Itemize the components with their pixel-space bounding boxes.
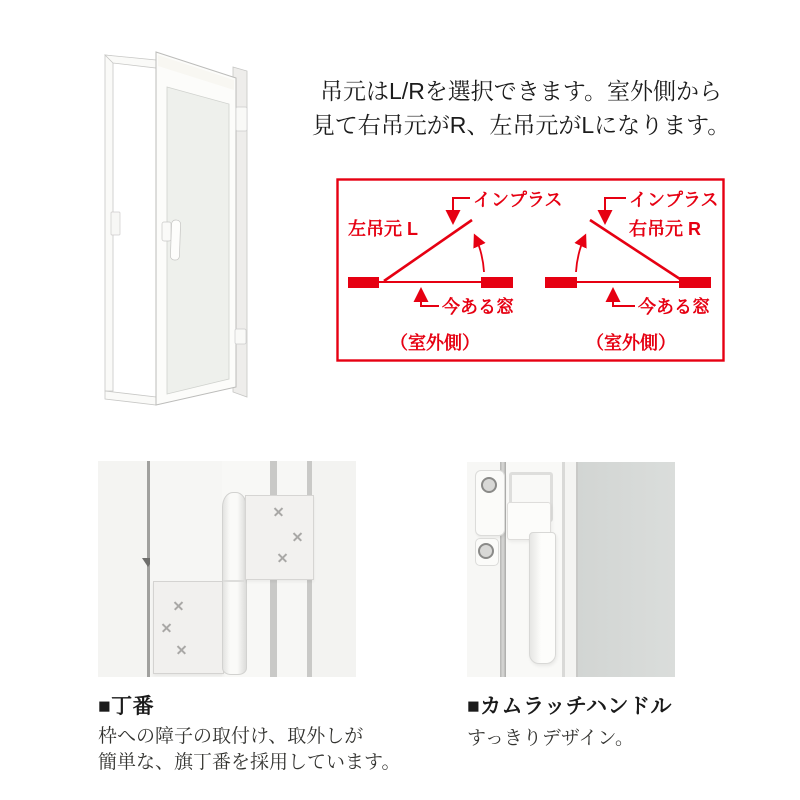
hinge-feature-title: ■丁番 (98, 695, 155, 718)
left-wall-bar-right (481, 277, 513, 288)
screw-icon (481, 477, 497, 493)
screw-icon (176, 644, 187, 655)
screw-icon (478, 543, 494, 559)
hinge-photo (98, 461, 356, 677)
frame-board-right (312, 461, 356, 677)
window-sash (156, 52, 236, 405)
intro-line-1: 吊元はL/Rを選択できます。室外側から (320, 78, 722, 104)
screw-icon (273, 506, 284, 517)
hinge-feature-line-2: 簡単な、旗丁番を採用しています。 (98, 752, 401, 773)
right-outside-label: （室外側） (586, 333, 676, 353)
right-hinge-label: 右吊元 R (629, 219, 701, 239)
left-product-label: インプラス (473, 190, 563, 210)
right-existing-label: 今ある窓 (638, 297, 710, 317)
handle-grip-lever (529, 532, 556, 664)
hinge-feature-description (98, 724, 400, 776)
right-product-label: インプラス (629, 190, 719, 210)
glazing-bead-face (565, 462, 576, 677)
right-wall-bar-right (679, 277, 711, 288)
intro-line-2: 見て右吊元がR、左吊元がLになります。 (311, 112, 731, 138)
handle-feature-description (467, 726, 634, 752)
left-wall-bar-left (348, 277, 379, 288)
right-wall-bar-left (545, 277, 577, 288)
left-existing-label: 今ある窓 (442, 297, 514, 317)
screw-icon (161, 622, 172, 633)
screw-icon (277, 552, 288, 563)
intro-text (285, 74, 757, 142)
screw-icon (173, 600, 184, 611)
open-window-illustration (85, 40, 255, 412)
sash-handle-base (162, 222, 171, 241)
jamb-keeper-upper (236, 107, 247, 131)
screw-icon (292, 531, 303, 542)
handle-feature-title: ■カムラッチハンドル (467, 695, 673, 718)
hinge-feature-line-1: 枠への障子の取付け、取外しが (98, 726, 364, 747)
frame-board (98, 461, 148, 677)
frame-sill (105, 391, 156, 405)
hinge-knuckle-cylinder (222, 492, 247, 675)
left-outside-label: （室外側） (390, 333, 480, 353)
hinge-side-diagram (336, 178, 725, 362)
cam-latch-handle-photo (467, 462, 675, 677)
left-hinge-label: 左吊元 L (348, 219, 418, 239)
sash-handle-lever (170, 220, 180, 260)
handle-feature-line-1: すっきりデザイン。 (467, 728, 635, 749)
frame-strike-plate (111, 212, 120, 235)
hinge-knuckle-seam (223, 580, 244, 582)
jamb-keeper-lower (235, 329, 246, 344)
window-glass (578, 462, 675, 677)
